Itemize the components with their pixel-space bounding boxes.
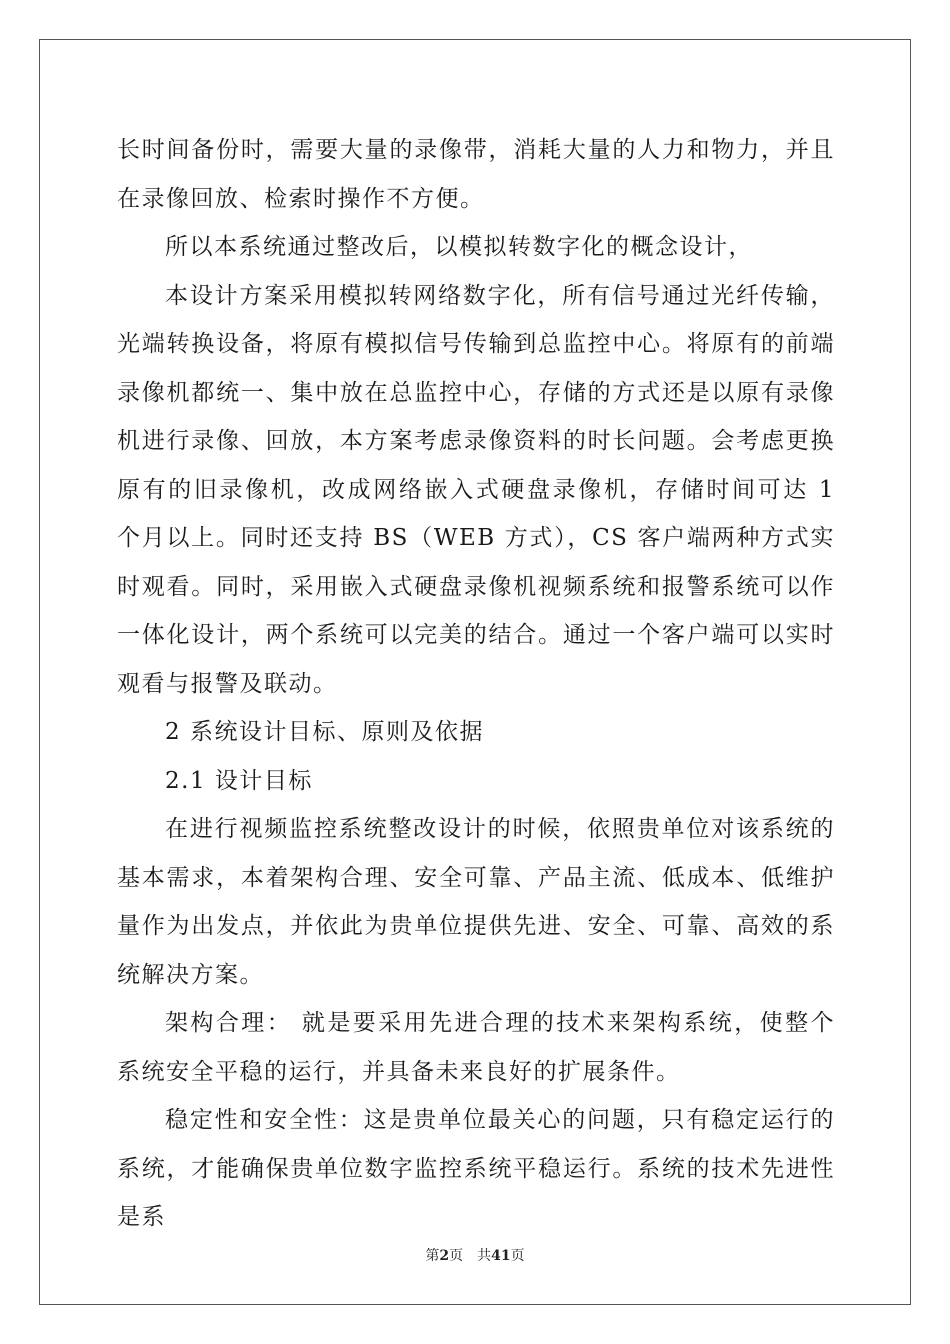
- section-heading-2: 2 系统设计目标、原则及依据: [165, 719, 484, 745]
- total-prefix: 共: [477, 1248, 492, 1264]
- paragraph-2: 所以本系统通过整改后，以模拟转数字化的概念设计，: [165, 234, 753, 260]
- total-suffix: 页: [510, 1248, 525, 1264]
- paragraph-design-goal: 在进行视频监控系统整改设计的时候，依照贵单位对该系统的基本需求，本着架构合理、安全可靠、产品主流、低成本、低维护量作为出发点，并依此为贵单位提供先进、安全、可靠、高效的系统解决方案。: [117, 816, 835, 988]
- page-footer: [0, 1245, 950, 1265]
- paragraph-architecture: 架构合理： 就是要采用先进合理的技术来架构系统，使整个系统安全平稳的运行，并具备未来良好的扩展条件。: [117, 1010, 835, 1085]
- paragraph-stability: 稳定性和安全性：这是贵单位最关心的问题，只有稳定运行的系统，才能确保贵单位数字监控系统平稳运行。系统的技术先进性是系: [117, 1107, 835, 1230]
- page-prefix: 第: [425, 1248, 440, 1264]
- document-body: [117, 126, 835, 1242]
- paragraph-3: 本设计方案采用模拟转网络数字化，所有信号通过光纤传输，光端转换设备，将原有模拟信号传输到总监控中心。将原有的前端录像机都统一、集中放在总监控中心，存储的方式还是以原有录像机进行录像、回放，本方案考虑录像资料的时长问题。会考虑更换原有的旧录像机，改成网络嵌入式硬盘录像机，存储时间可达 1 个月以上。同时还支持 BS（WEB 方式），CS 客户端两种方式实时观看。同时，采用嵌入式硬盘录像机视频系统和报警系统可以作一体化设计，两个系统可以完美的结合。通过一个客户端可以实时观看与报警及联动。: [117, 282, 835, 697]
- paragraph-1: 长时间备份时，需要大量的录像带，消耗大量的人力和物力，并且在录像回放、检索时操作不方便。: [117, 137, 835, 212]
- page-number: 2: [439, 1248, 450, 1264]
- page-suffix: 页: [449, 1248, 464, 1264]
- total-pages: 41: [491, 1248, 511, 1264]
- section-heading-2-1: 2.1 设计目标: [165, 767, 313, 794]
